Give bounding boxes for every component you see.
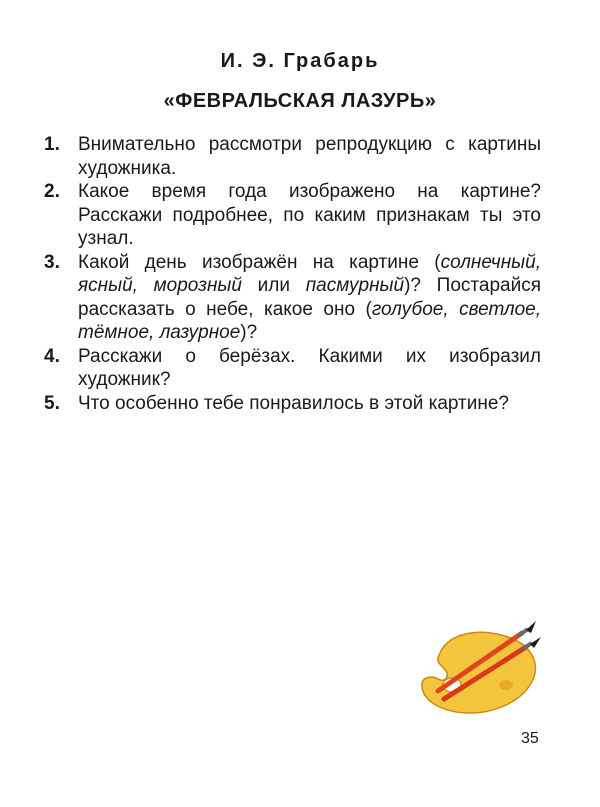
question-text-part: Какой день изображён на картине ( <box>78 251 441 273</box>
question-number: 1. <box>44 134 60 155</box>
question-text: Расскажи о берёзах. Какими их изобразил художник? <box>78 345 541 390</box>
author-name: И. Э. Грабарь <box>220 50 380 72</box>
question-item <box>44 251 541 345</box>
question-number: 4. <box>44 345 60 367</box>
question-text <box>78 251 541 345</box>
palette-shape <box>422 632 536 713</box>
question-item <box>44 392 541 416</box>
question-text: Какое время года изображено на картине? Расскажи подробнее, по каким признакам ты это узнал. <box>78 181 541 249</box>
paint-spot <box>499 680 513 690</box>
question-item <box>44 180 541 251</box>
question-text-part: или <box>241 275 306 296</box>
palette-with-brushes-icon <box>410 615 550 725</box>
artwork-title: «ФЕВРАЛЬСКАЯ ЛАЗУРЬ» <box>163 90 437 112</box>
question-italic-part: солнечный, ясный, морозный <box>78 251 541 296</box>
question-text: Внимательно рассмотри репродукцию с картины художника. <box>78 134 541 179</box>
question-number: 2. <box>44 181 60 202</box>
question-text-part: )? Постарайся рассказать о небе, какое оно ( <box>78 275 541 320</box>
question-list <box>44 133 541 415</box>
question-text: Что особенно тебе понравилось в этой картине? <box>78 392 509 414</box>
question-italic-part: пасмурный <box>305 275 405 296</box>
question-number: 3. <box>44 251 60 273</box>
question-text-part: )? <box>240 322 258 343</box>
question-italic-part: голубое, светлое, тёмное, лазурное <box>78 298 541 343</box>
question-item <box>44 133 541 180</box>
question-number: 5. <box>44 392 60 414</box>
page-number: 35 <box>521 730 539 747</box>
question-item <box>44 345 541 392</box>
